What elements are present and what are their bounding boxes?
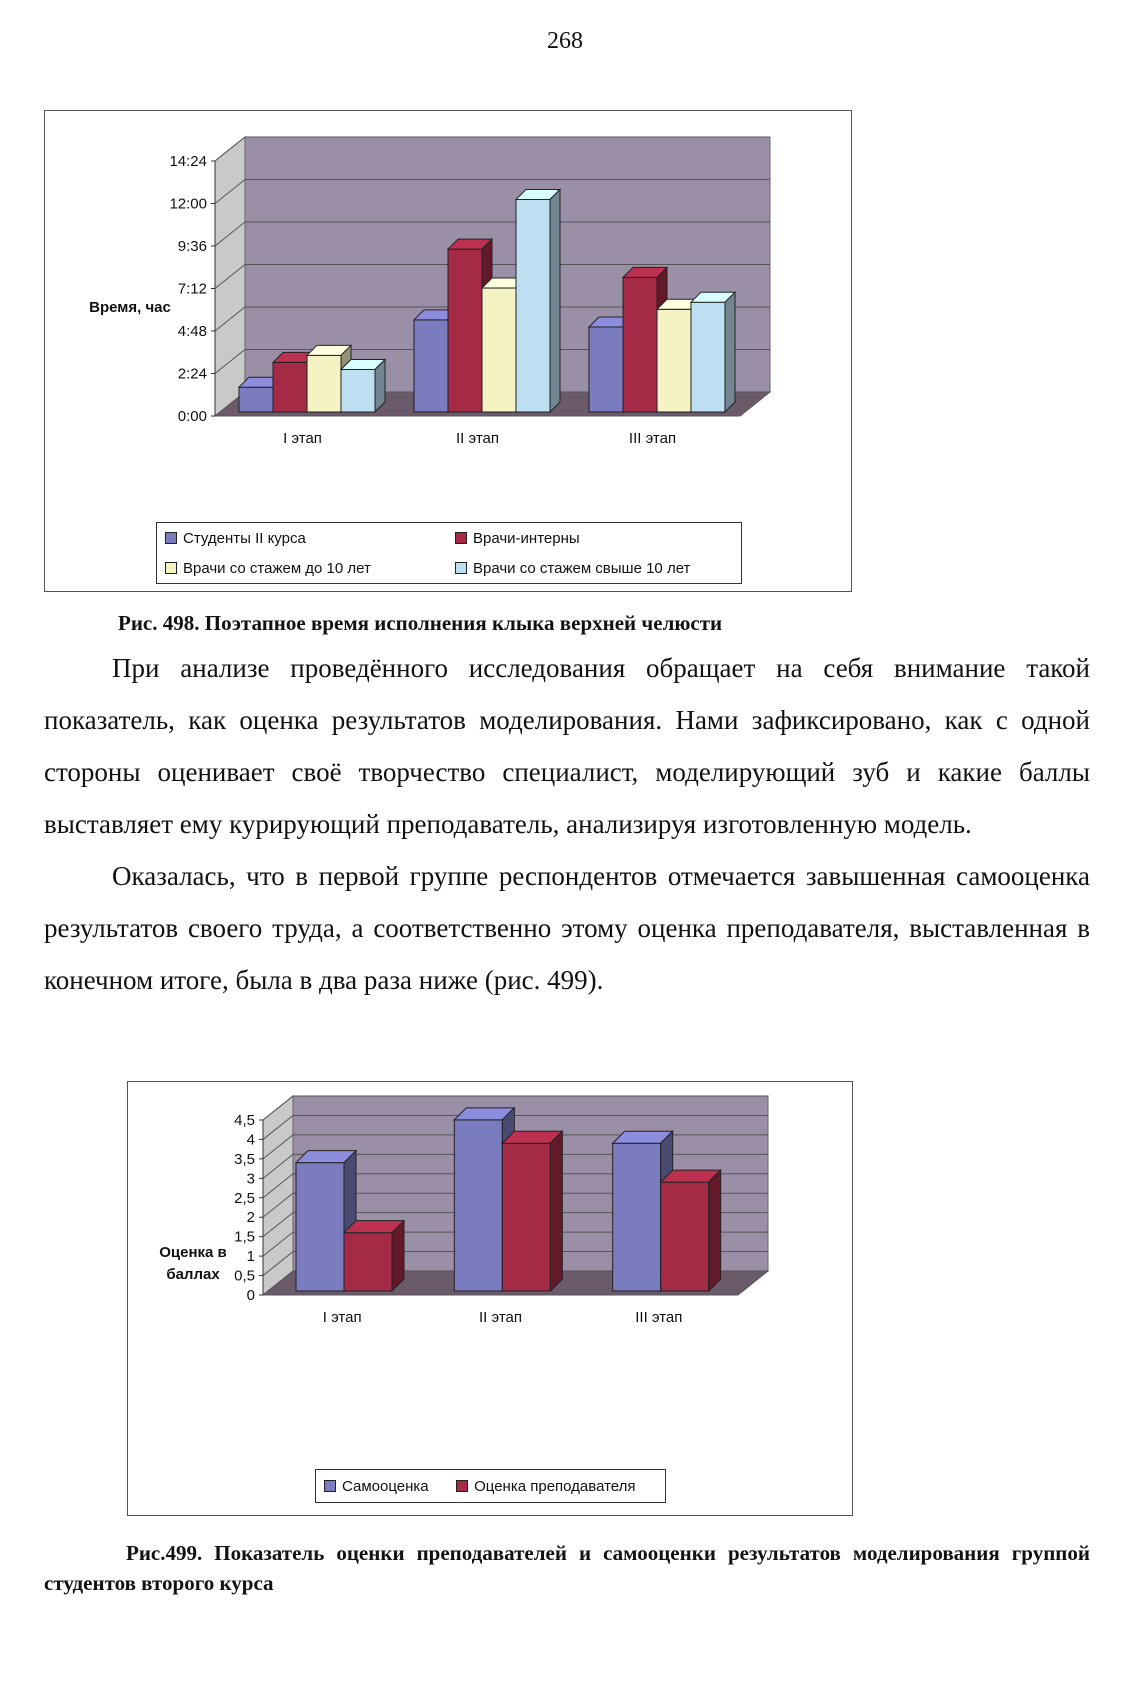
legend-item — [165, 530, 455, 547]
y-tick-label: 12:00 — [169, 195, 207, 213]
legend-swatch — [455, 532, 467, 544]
y-tick-label: 3,5 — [234, 1150, 255, 1168]
x-tick-label: III этап — [628, 430, 677, 447]
bar-front — [414, 320, 448, 412]
legend-item — [324, 1478, 450, 1495]
bar-side — [550, 1131, 562, 1291]
legend-swatch — [165, 532, 177, 544]
x-tick-label: II этап — [479, 1309, 522, 1326]
legend-label: Оценка преподавателя — [474, 1477, 636, 1495]
y-tick-label: 0:00 — [177, 408, 207, 425]
bar-front — [691, 302, 725, 412]
figure-1-caption: Рис. 498. Поэтапное время исполнения клыка верхней челюсти — [118, 611, 723, 635]
legend-label: Врачи со стажем свыше 10 лет — [473, 559, 691, 577]
legend-swatch — [455, 562, 467, 574]
bar-side — [375, 360, 385, 413]
y-tick-label: 1 — [246, 1248, 255, 1266]
legend-label: Студенты II курса — [183, 529, 306, 547]
legend-swatch — [324, 1480, 336, 1492]
x-tick-label: II этап — [456, 430, 499, 447]
legend-label: Самооценка — [342, 1477, 429, 1495]
y-tick-label: 2:24 — [177, 365, 207, 383]
bar-side — [550, 190, 560, 413]
x-tick-label: I этап — [283, 430, 322, 447]
y-tick-label: 4,5 — [234, 1112, 255, 1129]
bar-front — [657, 309, 691, 412]
bar-front — [613, 1143, 661, 1291]
bar-front — [448, 249, 482, 412]
y-tick-label: 4:48 — [177, 323, 207, 340]
bar-front — [307, 355, 341, 412]
legend-swatch — [456, 1480, 468, 1492]
bar-front — [344, 1233, 392, 1291]
bar-side — [709, 1170, 721, 1291]
y-tick-label: 0 — [246, 1287, 255, 1304]
bar-front — [516, 200, 550, 413]
bar-front — [454, 1120, 502, 1291]
bar-front — [341, 370, 375, 413]
bar-front — [273, 362, 307, 412]
body-text — [44, 642, 1090, 1006]
figure-1-chart — [44, 110, 852, 592]
y-tick-label: 2,5 — [234, 1189, 255, 1207]
y-tick-label: 1,5 — [234, 1228, 255, 1246]
y-tick-label: 14:24 — [169, 153, 207, 170]
bar-side — [725, 292, 735, 412]
bar-front — [623, 277, 657, 412]
bar-front — [502, 1143, 550, 1291]
legend-item — [456, 1478, 657, 1495]
paragraph-2: Оказалась, что в первой группе респондентов отмечается завышенная самооценка результатов своего труда, а соответственно этому оценка преподавателя, выставленная в конечном итоге, была в два раза ниже (рис. 499). — [44, 861, 1090, 995]
chart-1-y-axis-label: Время, час — [89, 299, 171, 316]
legend-swatch — [165, 562, 177, 574]
figure-2-chart — [127, 1081, 853, 1516]
x-tick-label: III этап — [635, 1309, 683, 1326]
chart-1-svg — [45, 111, 851, 591]
y-tick-label: 7:12 — [177, 280, 207, 298]
bar-front — [482, 288, 516, 412]
legend-item — [165, 560, 455, 577]
x-tick-label: I этап — [322, 1309, 362, 1326]
chart-2-y-axis-label: Оценка в баллах — [159, 1244, 227, 1283]
y-tick-label: 4 — [246, 1131, 255, 1149]
y-tick-label: 0,5 — [234, 1267, 255, 1285]
y-tick-label: 9:36 — [177, 238, 207, 255]
bar-front — [296, 1163, 344, 1291]
bar-front — [661, 1182, 709, 1291]
side-wall — [263, 1096, 293, 1295]
legend-item — [455, 560, 745, 577]
chart-2-svg — [128, 1082, 852, 1515]
chart-2-legend — [315, 1469, 666, 1503]
bar-side — [392, 1221, 404, 1291]
y-tick-label: 3 — [246, 1170, 255, 1188]
bar-front — [239, 387, 273, 412]
chart-1-legend — [156, 522, 742, 584]
legend-label: Врачи-интерны — [473, 529, 580, 547]
legend-label: Врачи со стажем до 10 лет — [183, 559, 371, 577]
legend-item — [455, 530, 745, 547]
bar-front — [589, 327, 623, 412]
paragraph-1: При анализе проведённого исследования обращает на себя внимание такой показатель, как оценка результатов моделирования. Нами зафиксировано, как с одной стороны оценивает своё творчество специалист, моделирующий зуб и какие баллы выставляет ему курирующий преподаватель, анализируя изготовленную модель. — [44, 653, 1090, 839]
figure-2-caption: Рис.499. Показатель оценки преподавателей и самооценки результатов моделирования группой студентов второго курса — [44, 1541, 1090, 1595]
y-tick-label: 2 — [246, 1209, 255, 1227]
page-number: 268 — [547, 28, 583, 54]
